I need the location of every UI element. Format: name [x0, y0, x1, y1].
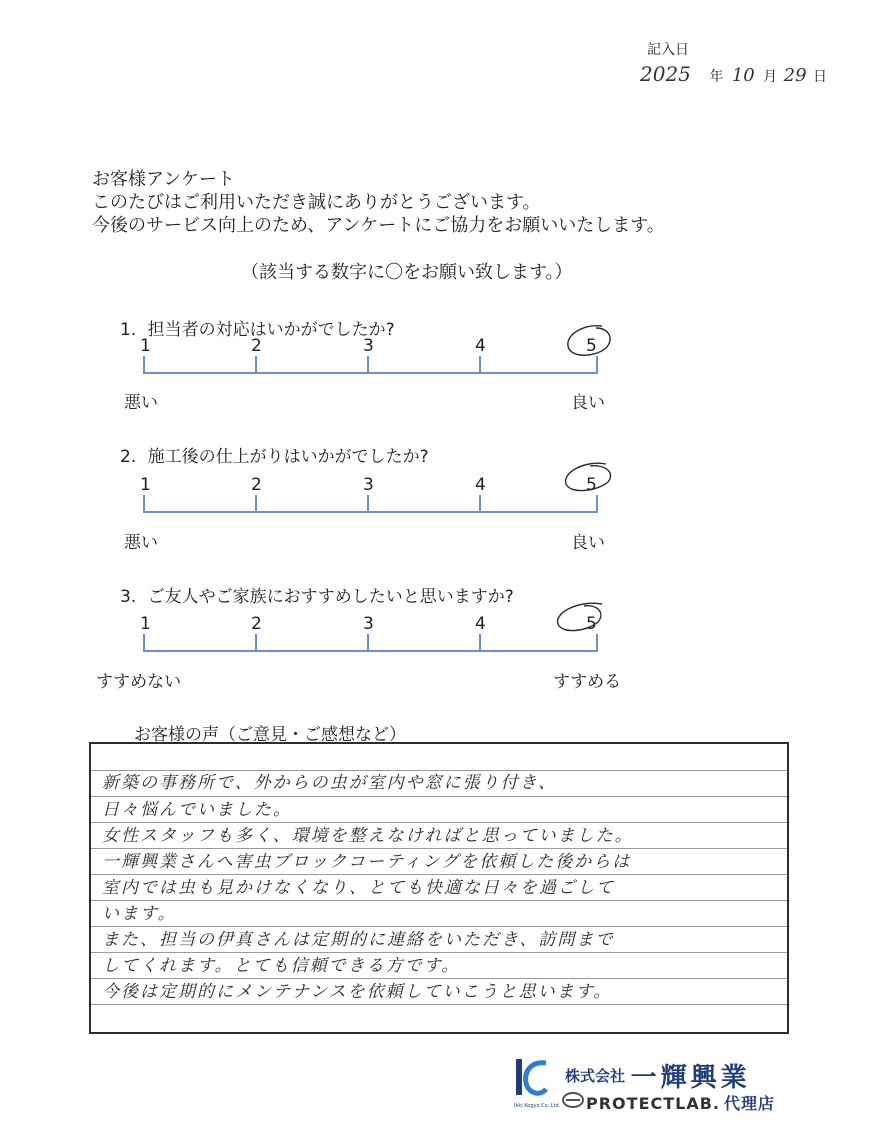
question-3-low-label: すすめない [96, 672, 182, 692]
scale-tick [255, 356, 257, 374]
comment-line-9: 今後は定期的にメンテナンスを依頼していこうと思います。 [102, 982, 613, 1002]
month-unit: 月 [763, 69, 778, 85]
entry-month: 10 [731, 65, 755, 86]
comment-line-4: 一輝興業さんへ害虫ブロックコーティングを依頼した後からは [102, 852, 632, 872]
comment-line-1: 新築の事務所で、外からの虫が室内や窓に張り付き、 [102, 773, 557, 793]
scale-tick [143, 634, 145, 652]
scale-option-5[interactable]: 5 [586, 475, 597, 495]
scale-line [143, 511, 598, 513]
scale-option-3[interactable]: 3 [363, 336, 374, 356]
question-3-high-label: すすめる [553, 672, 622, 692]
question-2-text: 施工後の仕上がりはいかがでしたか? [147, 447, 429, 467]
question-3 [120, 582, 514, 607]
scale-option-1[interactable]: 1 [140, 475, 151, 495]
question-1-scale [140, 336, 598, 374]
question-2 [120, 442, 429, 467]
question-3-scale [140, 614, 598, 652]
question-2-high-label: 良い [571, 533, 605, 553]
intro-text [92, 168, 665, 237]
scale-tick [479, 634, 481, 652]
comment-line-6: います。 [102, 904, 177, 924]
company-kind: 株式会社 [565, 1067, 626, 1085]
company-name-en: Ikki Kogyo Co. Ltd. [514, 1103, 561, 1109]
selected-circle-icon [552, 598, 604, 638]
year-unit: 年 [709, 69, 724, 85]
agency-text: 代理店 [724, 1094, 776, 1113]
entry-date-label: 記入日 [647, 42, 689, 58]
company-name-text: 一輝興業 [630, 1063, 751, 1093]
scale-option-4[interactable]: 4 [475, 475, 486, 495]
entry-date [640, 62, 827, 86]
survey-title: お客様アンケート [92, 169, 235, 190]
question-3-text: ご友人やご家族におすすめしたいと思いますか? [147, 587, 514, 607]
protectlab-agency [586, 1091, 775, 1114]
company-logo-icon [512, 1055, 548, 1099]
scale-option-1[interactable]: 1 [140, 614, 151, 634]
instruction: （該当する数字に〇をお願い致します。） [241, 262, 573, 283]
question-1-text: 担当者の対応はいかがでしたか? [147, 320, 395, 340]
ruled-line [91, 1004, 787, 1005]
question-1-high-label: 良い [571, 393, 605, 413]
scale-tick [367, 495, 369, 513]
entry-year: 2025 [640, 62, 691, 86]
ruled-line [91, 900, 787, 901]
scale-line [143, 650, 598, 652]
scale-option-3[interactable]: 3 [363, 614, 374, 634]
scale-option-5[interactable]: 5 [586, 336, 597, 356]
question-3-number: 3. [120, 587, 137, 607]
scale-line [143, 372, 598, 374]
scale-tick [367, 356, 369, 374]
scale-option-4[interactable]: 4 [475, 336, 486, 356]
scale-option-2[interactable]: 2 [251, 336, 262, 356]
scale-option-4[interactable]: 4 [475, 614, 486, 634]
question-1-number: 1. [120, 320, 137, 340]
customer-voice-label: お客様の声（ご意見・ご感想など） [134, 725, 406, 745]
scale-option-2[interactable]: 2 [251, 614, 262, 634]
scale-tick [367, 634, 369, 652]
company-name [565, 1057, 751, 1094]
scale-option-5[interactable]: 5 [586, 614, 597, 634]
question-1-low-label: 悪い [124, 393, 158, 413]
scale-option-3[interactable]: 3 [363, 475, 374, 495]
selected-circle-icon [560, 458, 612, 498]
comment-line-8: してくれます。とても信頼できる方です。 [102, 956, 461, 976]
comment-line-5: 室内では虫も見かけなくなり、とても快適な日々を過ごして [102, 878, 615, 898]
intro-line-2: 今後のサービス向上のため、アンケートにご協力をお願いいたします。 [92, 215, 665, 236]
lab-text: LAB. [675, 1094, 721, 1113]
question-2-number: 2. [120, 447, 137, 467]
question-2-low-label: 悪い [124, 533, 158, 553]
scale-option-2[interactable]: 2 [251, 475, 262, 495]
scale-tick [255, 495, 257, 513]
scale-tick [143, 495, 145, 513]
selected-circle-icon [562, 322, 614, 362]
protect-logo-icon [562, 1091, 584, 1109]
comment-line-7: また、担当の伊真さんは定期的に連絡をいただき、訪問まで [102, 930, 615, 950]
scale-tick [143, 356, 145, 374]
question-2-scale [140, 475, 598, 513]
intro-line-1: このたびはご利用いただき誠にありがとうございます。 [92, 192, 541, 213]
scale-tick [255, 634, 257, 652]
entry-day: 29 [783, 65, 807, 86]
scale-option-1[interactable]: 1 [140, 336, 151, 356]
scale-tick [479, 356, 481, 374]
comment-line-2: 日々悩んでいました。 [102, 800, 292, 820]
scale-tick [479, 495, 481, 513]
day-unit: 日 [812, 69, 827, 85]
protect-text: PROTECT [586, 1094, 676, 1113]
comment-line-3: 女性スタッフも多く、環境を整えなければと思っていました。 [102, 826, 634, 846]
